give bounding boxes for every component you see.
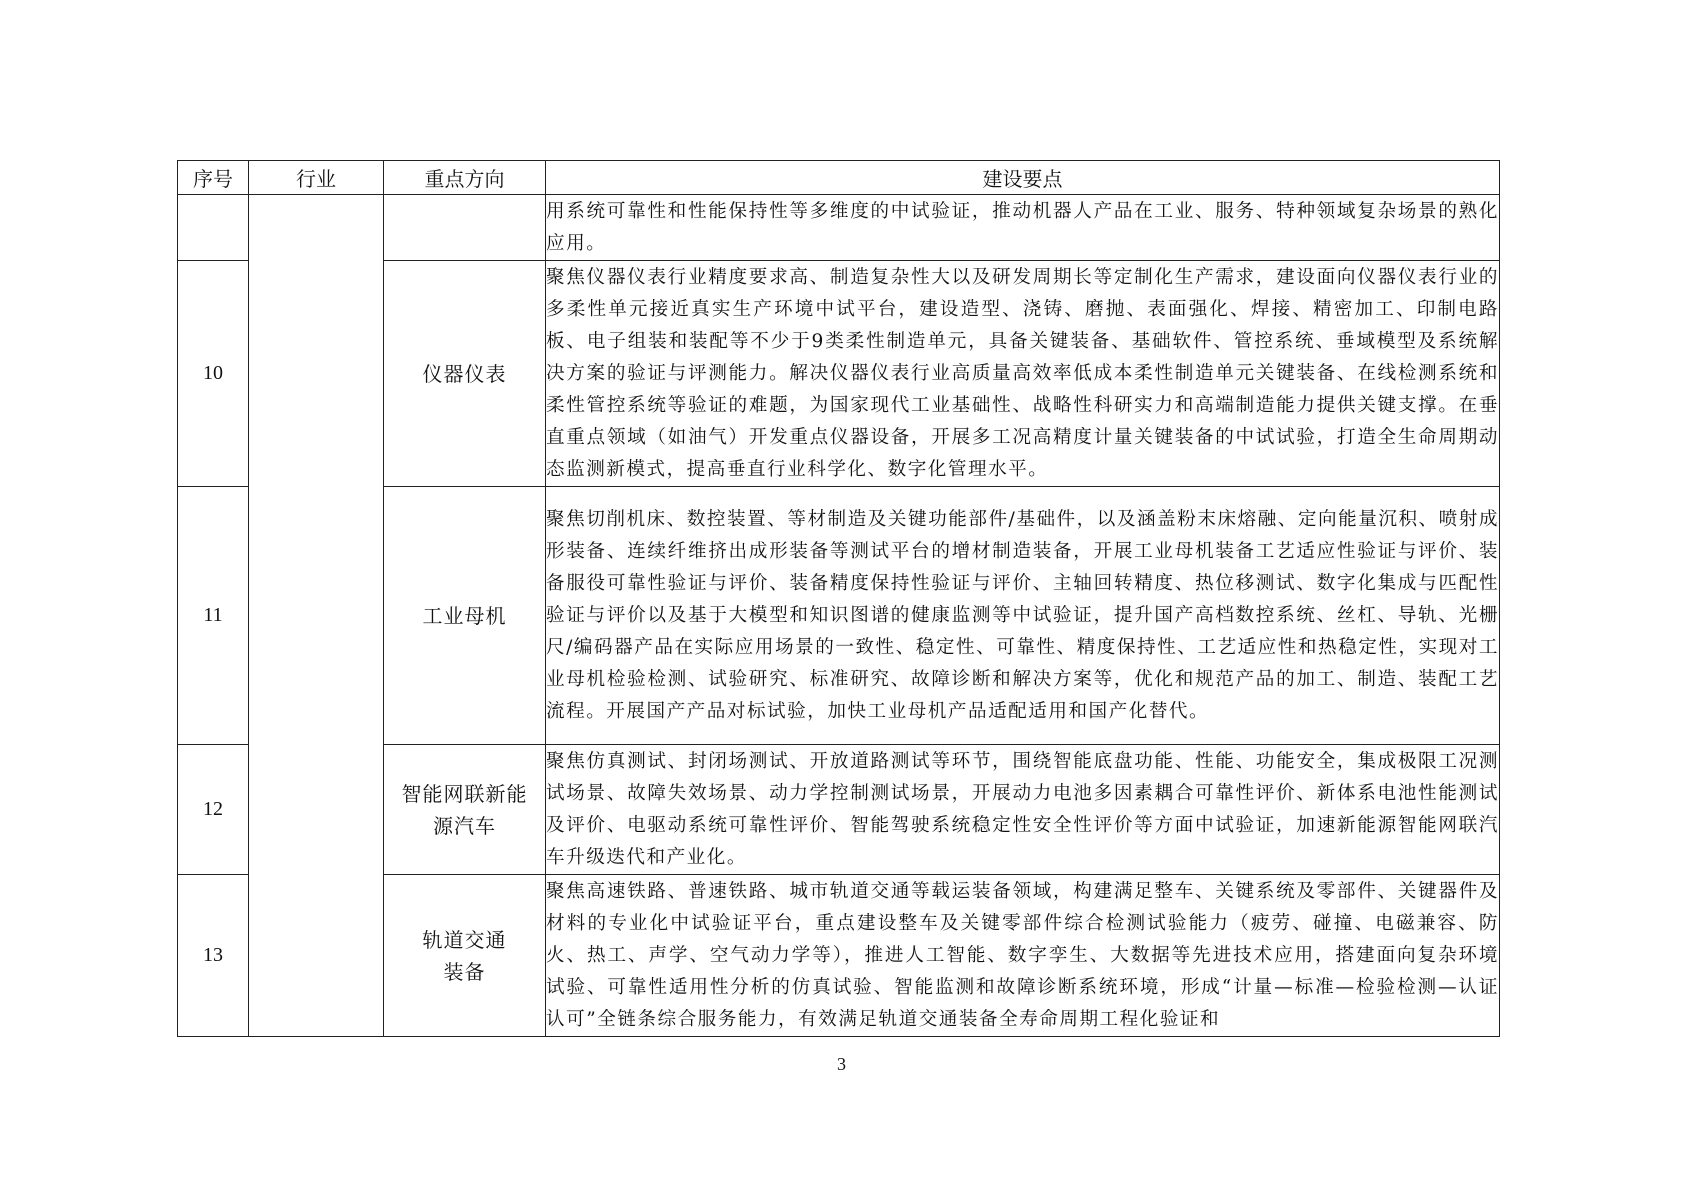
row-seq: 11 [178, 487, 249, 745]
row-content: 用系统可靠性和性能保持性等多维度的中试验证，推动机器人产品在工业、服务、特种领域复杂场景的熟化应用。 [546, 195, 1500, 261]
row-content: 聚焦切削机床、数控装置、等材制造及关键功能部件/基础件，以及涵盖粉末床熔融、定向能量沉积、喷射成形装备、连续纤维挤出成形装备等测试平台的增材制造装备，开展工业母机装备工艺适应性验证与评价、装备服役可靠性验证与评价、装备精度保持性验证与评价、主轴回转精度、热位移测试、数字化集成与匹配性验证与评价以及基于大模型和知识图谱的健康监测等中试验证，提升国产高档数控系统、丝杠、导轨、光栅尺/编码器产品在实际应用场景的一致性、稳定性、可靠性、精度保持性、工艺适应性和热稳定性，实现对工业母机检验检测、试验研究、标准研究、故障诊断和解决方案等，优化和规范产品的加工、制造、装配工艺流程。开展国产产品对标试验，加快工业母机产品适配适用和国产化替代。 [546, 487, 1500, 745]
row-seq: 12 [178, 745, 249, 875]
requirements-table [177, 160, 1500, 1037]
table-row [178, 195, 1500, 261]
row-seq: 13 [178, 875, 249, 1037]
row-direction [384, 195, 546, 261]
table-header-row [178, 161, 1500, 195]
row-seq: 10 [178, 261, 249, 487]
industry-cell [249, 195, 384, 1037]
row-direction: 智能网联新能源汽车 [384, 745, 546, 875]
row-direction: 轨道交通装备 [384, 875, 546, 1037]
header-points: 建设要点 [546, 161, 1500, 195]
header-seq: 序号 [178, 161, 249, 195]
header-industry: 行业 [249, 161, 384, 195]
row-seq [178, 195, 249, 261]
row-content: 聚焦高速铁路、普速铁路、城市轨道交通等载运装备领域，构建满足整车、关键系统及零部件、关键器件及材料的专业化中试验证平台，重点建设整车及关键零部件综合检测试验能力（疲劳、碰撞、电磁兼容、防火、热工、声学、空气动力学等），推进人工智能、数字孪生、大数据等先进技术应用，搭建面向复杂环境试验、可靠性适用性分析的仿真试验、智能监测和故障诊断系统环境，形成“计量—标准—检验检测—认证认可”全链条综合服务能力，有效满足轨道交通装备全寿命周期工程化验证和 [546, 875, 1500, 1037]
row-content: 聚焦仪器仪表行业精度要求高、制造复杂性大以及研发周期长等定制化生产需求，建设面向仪器仪表行业的多柔性单元接近真实生产环境中试平台，建设造型、浇铸、磨抛、表面强化、焊接、精密加工、印制电路板、电子组装和装配等不少于9类柔性制造单元，具备关键装备、基础软件、管控系统、垂域模型及系统解决方案的验证与评测能力。解决仪器仪表行业高质量高效率低成本柔性制造单元关键装备、在线检测系统和柔性管控系统等验证的难题，为国家现代工业基础性、战略性科研实力和高端制造能力提供关键支撑。在垂直重点领域（如油气）开发重点仪器设备，开展多工况高精度计量关键装备的中试试验，打造全生命周期动态监测新模式，提高垂直行业科学化、数字化管理水平。 [546, 261, 1500, 487]
row-content: 聚焦仿真测试、封闭场测试、开放道路测试等环节，围绕智能底盘功能、性能、功能安全，集成极限工况测试场景、故障失效场景、动力学控制测试场景，开展动力电池多因素耦合可靠性评价、新体系电池性能测试及评价、电驱动系统可靠性评价、智能驾驶系统稳定性安全性评价等方面中试验证，加速新能源智能网联汽车升级迭代和产业化。 [546, 745, 1500, 875]
row-direction: 工业母机 [384, 487, 546, 745]
row-direction: 仪器仪表 [384, 261, 546, 487]
header-direction: 重点方向 [384, 161, 546, 195]
page-number: 3 [837, 1054, 846, 1074]
